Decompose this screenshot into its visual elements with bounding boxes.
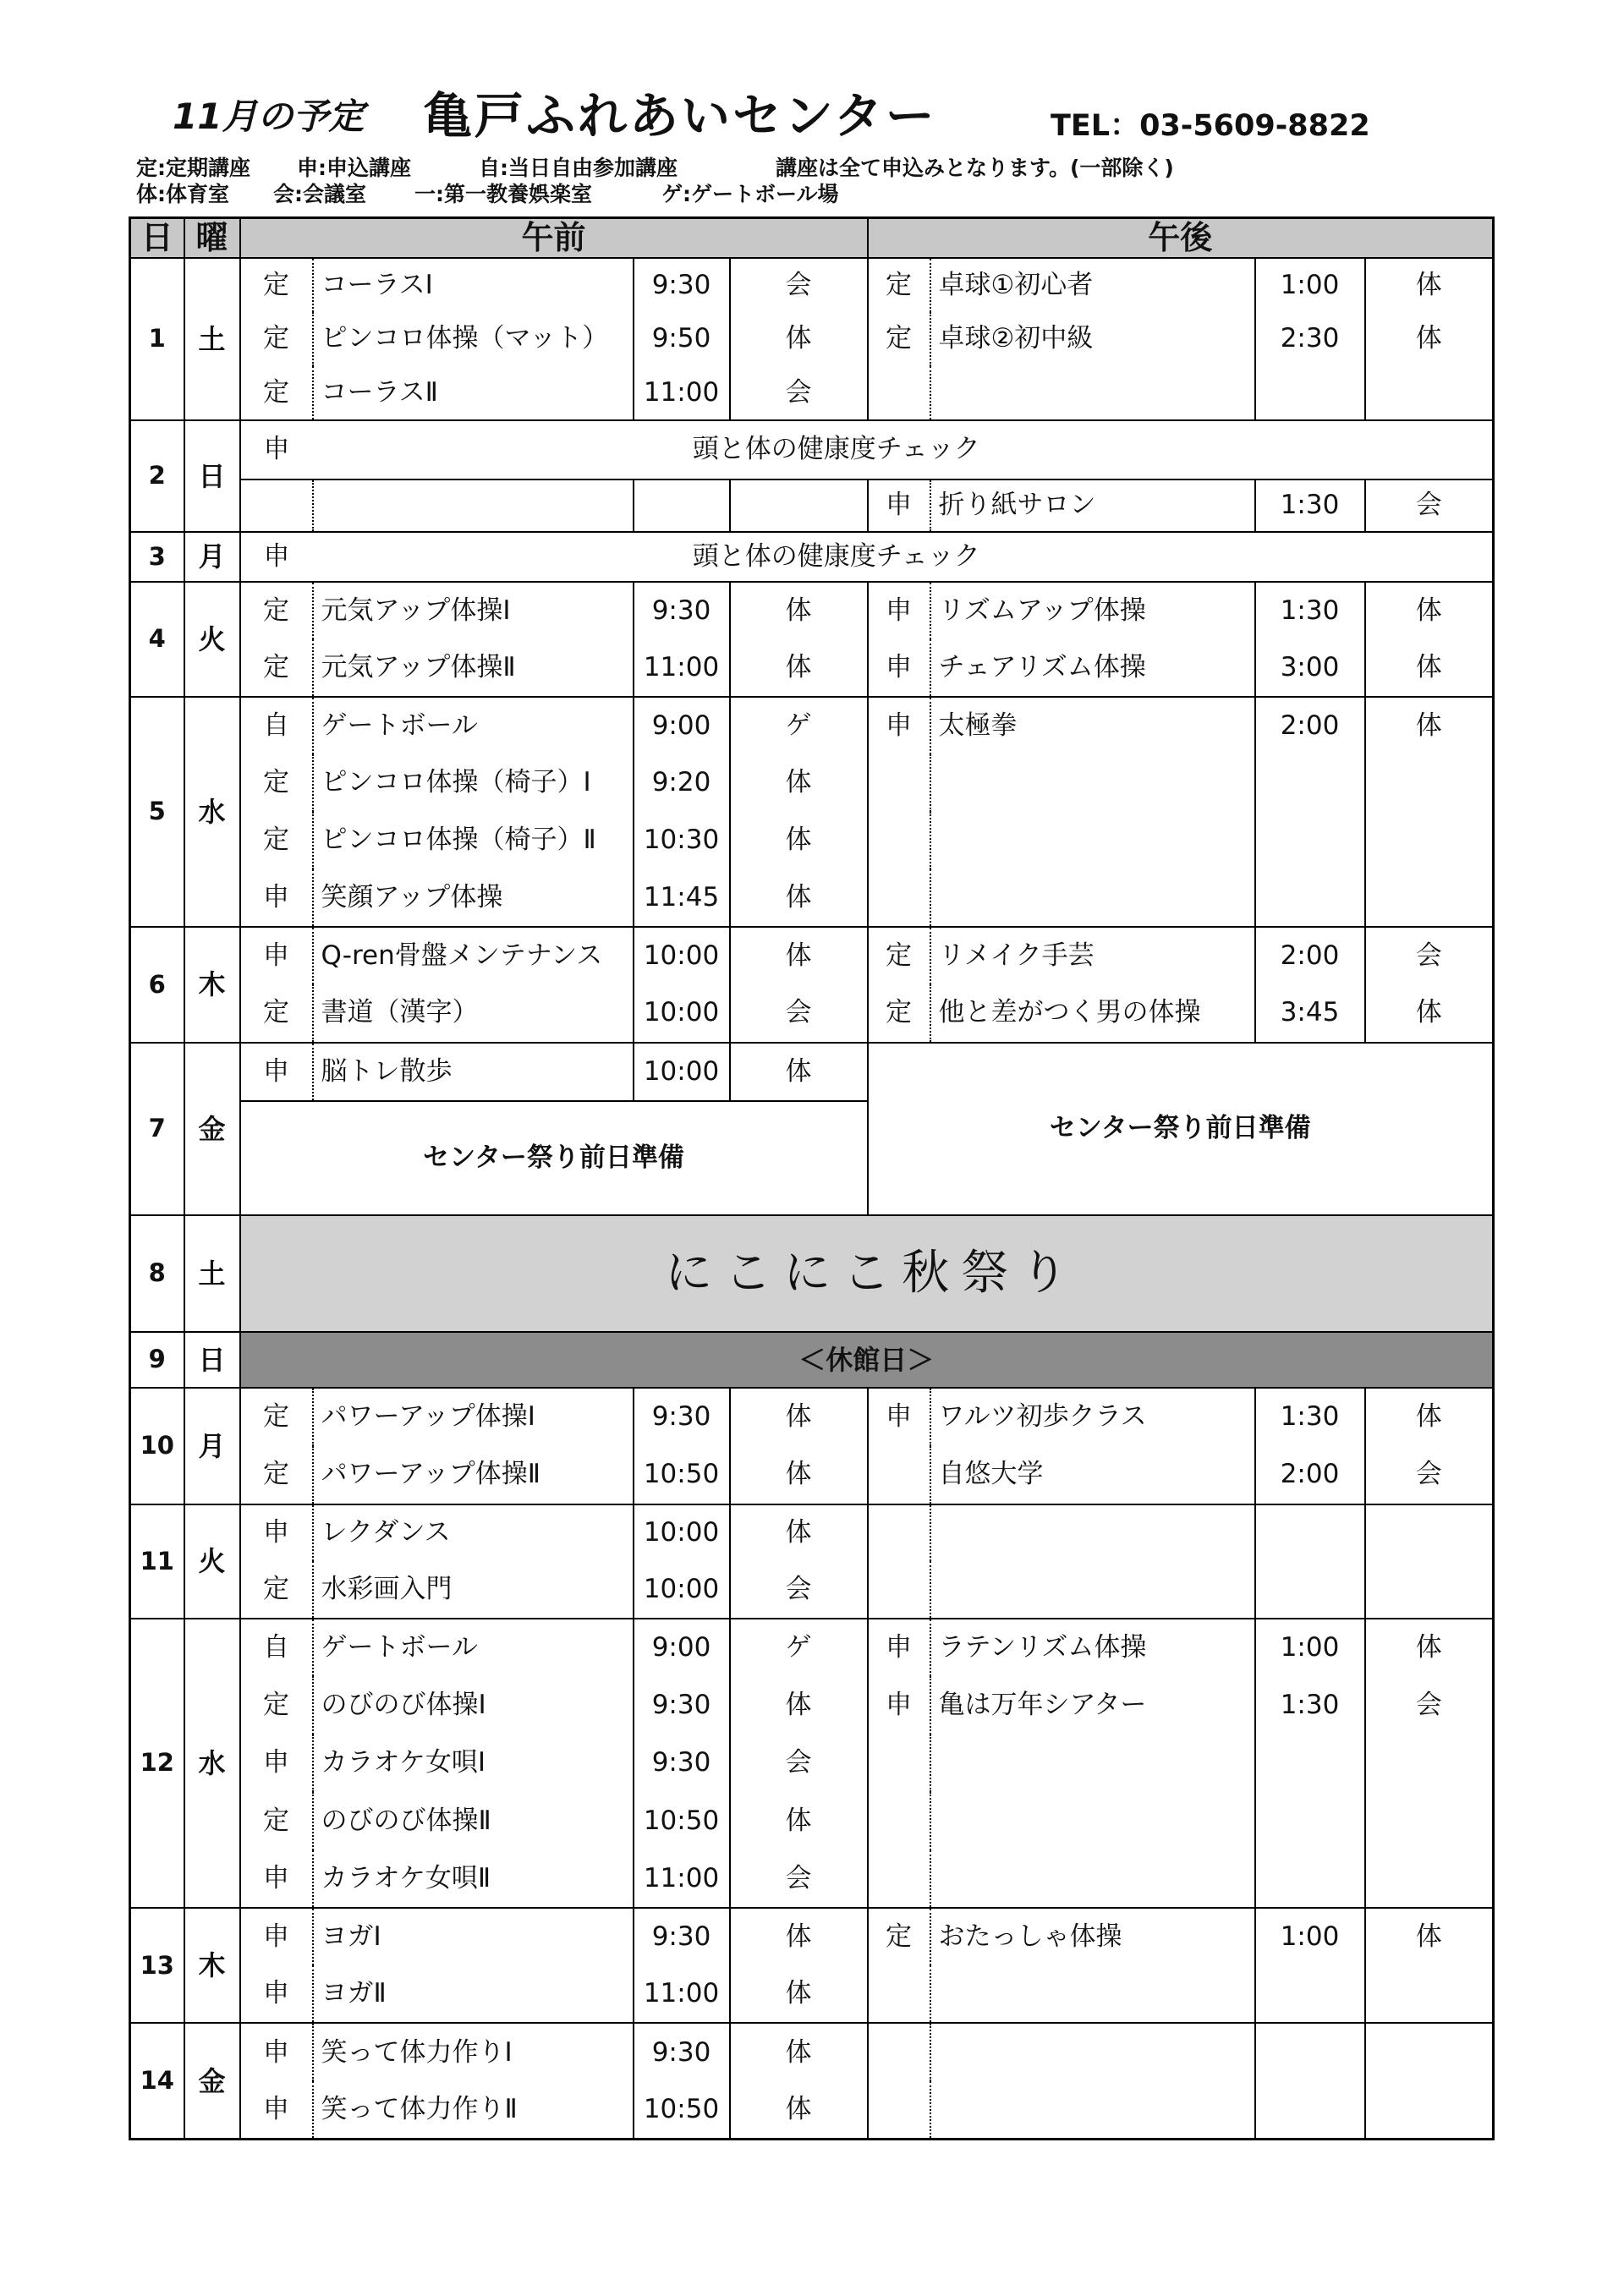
day-number: 4	[130, 582, 184, 697]
day-number: 5	[130, 697, 184, 927]
day-number: 14	[130, 2023, 184, 2139]
am-course-type: 申	[240, 1734, 313, 1793]
header-afternoon: 午後	[868, 218, 1494, 258]
weekday: 木	[184, 1908, 240, 2023]
notice-text: 頭と体の健康度チェック	[313, 420, 1494, 479]
schedule-header-row	[130, 218, 1494, 258]
schedule-line	[130, 1734, 1494, 1793]
schedule-line	[130, 754, 1494, 812]
pm-room	[1365, 754, 1494, 812]
schedule-line	[130, 2081, 1494, 2140]
am-course-type: 定	[240, 639, 313, 697]
pm-room: 会	[1365, 479, 1494, 532]
am-room: 体	[730, 812, 868, 869]
schedule-line	[130, 1446, 1494, 1504]
pm-course-type: 定	[868, 258, 930, 312]
pm-activity-name	[930, 1792, 1255, 1850]
pm-activity-name: チェアリズム体操	[930, 639, 1255, 697]
pm-start-time	[1255, 1561, 1365, 1619]
weekday: 木	[184, 927, 240, 1043]
pm-room	[1365, 1561, 1494, 1619]
am-room: 体	[730, 2023, 868, 2081]
center-name-title: 亀戸ふれあいセンター	[423, 87, 937, 145]
am-start-time: 11:00	[634, 1850, 730, 1909]
pm-room: 会	[1365, 1676, 1494, 1734]
am-start-time: 9:50	[634, 312, 730, 366]
day-number: 10	[130, 1388, 184, 1504]
am-start-time: 9:30	[634, 582, 730, 639]
am-room: 体	[730, 1676, 868, 1734]
pm-room: 体	[1365, 1619, 1494, 1677]
pm-activity-name	[930, 1850, 1255, 1909]
telephone-number: TEL：03-5609-8822	[1051, 109, 1370, 143]
pm-start-time	[1255, 754, 1365, 812]
weekday: 日	[184, 420, 240, 532]
am-room: 体	[730, 1043, 868, 1101]
am-course-type: 定	[240, 1676, 313, 1734]
pm-course-type	[868, 1792, 930, 1850]
festival-banner: にこにこ秋祭り	[240, 1215, 1494, 1332]
weekday: 土	[184, 258, 240, 420]
am-course-type: 申	[240, 869, 313, 927]
day-number: 9	[130, 1332, 184, 1388]
weekday: 土	[184, 1215, 240, 1332]
am-preparation-note: センター祭り前日準備	[240, 1101, 868, 1215]
am-start-time: 9:20	[634, 754, 730, 812]
pm-course-type: 定	[868, 1908, 930, 1965]
schedule-line	[130, 639, 1494, 697]
pm-activity-name: 折り紙サロン	[930, 479, 1255, 532]
pm-room	[1365, 1850, 1494, 1909]
am-course-type: 定	[240, 312, 313, 366]
pm-activity-name	[930, 366, 1255, 420]
day-number: 11	[130, 1504, 184, 1619]
pm-activity-name: 自悠大学	[930, 1446, 1255, 1504]
legend-application-course: 申:申込講座	[297, 156, 411, 180]
pm-course-type	[868, 1734, 930, 1793]
notice-course-type: 申	[240, 420, 313, 479]
schedule-line	[130, 1332, 1494, 1388]
am-course-type: 定	[240, 258, 313, 312]
am-course-type: 申	[240, 1908, 313, 1965]
pm-activity-name	[930, 2023, 1255, 2081]
pm-activity-name	[930, 1561, 1255, 1619]
pm-course-type: 定	[868, 984, 930, 1043]
day-number: 13	[130, 1908, 184, 2023]
weekday: 水	[184, 697, 240, 927]
pm-room: 会	[1365, 927, 1494, 985]
pm-room	[1365, 2023, 1494, 2081]
schedule-line	[130, 1676, 1494, 1734]
pm-room: 体	[1365, 984, 1494, 1043]
am-course-type: 申	[240, 1504, 313, 1562]
am-activity-name: コーラスⅠ	[313, 258, 634, 312]
am-start-time: 10:00	[634, 1504, 730, 1562]
am-start-time: 10:50	[634, 2081, 730, 2140]
pm-room: 会	[1365, 1446, 1494, 1504]
schedule-line	[130, 312, 1494, 366]
pm-activity-name	[930, 2081, 1255, 2140]
schedule-line	[130, 1215, 1494, 1332]
am-start-time: 11:00	[634, 1965, 730, 2023]
pm-room: 体	[1365, 582, 1494, 639]
weekday: 金	[184, 1043, 240, 1215]
pm-room	[1365, 812, 1494, 869]
am-course-type: 申	[240, 2081, 313, 2140]
day-number: 3	[130, 532, 184, 582]
am-course-type	[240, 479, 313, 532]
am-activity-name: 笑顔アップ体操	[313, 869, 634, 927]
day-number: 12	[130, 1619, 184, 1909]
pm-course-type: 申	[868, 639, 930, 697]
pm-course-type	[868, 812, 930, 869]
am-room: 体	[730, 754, 868, 812]
am-activity-name: ゲートボール	[313, 1619, 634, 1677]
pm-start-time: 1:30	[1255, 479, 1365, 532]
am-start-time: 9:30	[634, 1676, 730, 1734]
pm-course-type: 申	[868, 1676, 930, 1734]
legend-recreation-room: 一:第一教養娯楽室	[414, 182, 592, 206]
pm-course-type: 定	[868, 312, 930, 366]
am-room: 会	[730, 258, 868, 312]
pm-activity-name: リメイク手芸	[930, 927, 1255, 985]
pm-room	[1365, 366, 1494, 420]
am-activity-name: 笑って体力作りⅡ	[313, 2081, 634, 2140]
schedule-line	[130, 927, 1494, 985]
am-start-time: 9:30	[634, 1388, 730, 1446]
pm-room: 体	[1365, 639, 1494, 697]
am-room: 会	[730, 1734, 868, 1793]
legend-free-participation: 自:当日自由参加講座	[479, 156, 678, 180]
pm-start-time: 3:00	[1255, 639, 1365, 697]
pm-room: 体	[1365, 697, 1494, 754]
schedule-line	[130, 1908, 1494, 1965]
am-course-type: 自	[240, 1619, 313, 1677]
pm-room	[1365, 869, 1494, 927]
pm-room: 体	[1365, 1388, 1494, 1446]
am-start-time: 9:30	[634, 1908, 730, 1965]
am-room: 会	[730, 366, 868, 420]
am-activity-name	[313, 479, 634, 532]
schedule-line	[130, 1561, 1494, 1619]
am-room: 体	[730, 1446, 868, 1504]
am-course-type: 定	[240, 582, 313, 639]
header-morning: 午前	[240, 218, 868, 258]
schedule-line	[130, 2023, 1494, 2081]
pm-room	[1365, 1734, 1494, 1793]
weekday: 月	[184, 1388, 240, 1504]
am-course-type: 定	[240, 984, 313, 1043]
legend-meeting-room: 会:会議室	[273, 182, 366, 206]
am-room: 体	[730, 1504, 868, 1562]
pm-room	[1365, 2081, 1494, 2140]
pm-activity-name	[930, 1965, 1255, 2023]
am-room: 体	[730, 2081, 868, 2140]
pm-course-type: 申	[868, 1388, 930, 1446]
pm-room: 体	[1365, 1908, 1494, 1965]
am-course-type: 自	[240, 697, 313, 754]
pm-start-time: 1:30	[1255, 1388, 1365, 1446]
am-room: 体	[730, 1908, 868, 1965]
pm-activity-name: 卓球①初心者	[930, 258, 1255, 312]
pm-course-type	[868, 1850, 930, 1909]
pm-start-time	[1255, 2023, 1365, 2081]
am-activity-name: 脳トレ散歩	[313, 1043, 634, 1101]
pm-activity-name	[930, 812, 1255, 869]
am-room: 体	[730, 312, 868, 366]
pm-activity-name: 卓球②初中級	[930, 312, 1255, 366]
am-course-type: 申	[240, 2023, 313, 2081]
pm-start-time: 1:30	[1255, 1676, 1365, 1734]
am-start-time: 9:00	[634, 1619, 730, 1677]
pm-course-type	[868, 754, 930, 812]
schedule-line	[130, 1850, 1494, 1909]
am-activity-name: ヨガⅠ	[313, 1908, 634, 1965]
pm-activity-name: 他と差がつく男の体操	[930, 984, 1255, 1043]
header-weekday: 曜	[184, 218, 240, 258]
am-activity-name: ヨガⅡ	[313, 1965, 634, 2023]
pm-start-time	[1255, 812, 1365, 869]
legend-application-note: 講座は全て申込みとなります。(一部除く)	[776, 156, 1174, 180]
schedule-line	[130, 258, 1494, 312]
pm-course-type: 申	[868, 697, 930, 754]
am-start-time: 11:45	[634, 869, 730, 927]
am-room: 体	[730, 1792, 868, 1850]
schedule-line	[130, 984, 1494, 1043]
pm-room: 体	[1365, 312, 1494, 366]
am-course-type: 定	[240, 1446, 313, 1504]
pm-course-type	[868, 869, 930, 927]
day-number: 8	[130, 1215, 184, 1332]
am-room: ゲ	[730, 697, 868, 754]
pm-course-type: 申	[868, 582, 930, 639]
pm-room	[1365, 1965, 1494, 2023]
schedule-line	[130, 1965, 1494, 2023]
am-course-type: 申	[240, 1043, 313, 1101]
day-number: 7	[130, 1043, 184, 1215]
schedule-body	[130, 258, 1494, 2140]
notice-course-type: 申	[240, 532, 313, 582]
pm-activity-name	[930, 869, 1255, 927]
am-activity-name: パワーアップ体操Ⅰ	[313, 1388, 634, 1446]
pm-activity-name	[930, 754, 1255, 812]
am-start-time: 10:00	[634, 927, 730, 985]
am-room: 体	[730, 639, 868, 697]
pm-course-type	[868, 1446, 930, 1504]
schedule-line	[130, 697, 1494, 754]
schedule-line	[130, 1619, 1494, 1677]
am-activity-name: カラオケ女唄Ⅰ	[313, 1734, 634, 1793]
am-start-time: 11:00	[634, 366, 730, 420]
weekday: 火	[184, 1504, 240, 1619]
pm-room: 体	[1365, 258, 1494, 312]
pm-room	[1365, 1792, 1494, 1850]
am-activity-name: 元気アップ体操Ⅰ	[313, 582, 634, 639]
pm-start-time	[1255, 1504, 1365, 1562]
am-start-time: 10:00	[634, 984, 730, 1043]
pm-activity-name: リズムアップ体操	[930, 582, 1255, 639]
am-activity-name: 笑って体力作りⅠ	[313, 2023, 634, 2081]
schedule-line	[130, 479, 1494, 532]
am-activity-name: 書道（漢字）	[313, 984, 634, 1043]
header-day: 日	[130, 218, 184, 258]
am-room: 体	[730, 927, 868, 985]
pm-start-time	[1255, 2081, 1365, 2140]
pm-activity-name: ラテンリズム体操	[930, 1619, 1255, 1677]
notice-text: 頭と体の健康度チェック	[313, 532, 1494, 582]
pm-start-time: 2:00	[1255, 697, 1365, 754]
pm-start-time: 1:30	[1255, 582, 1365, 639]
am-activity-name: のびのび体操Ⅱ	[313, 1792, 634, 1850]
am-activity-name: のびのび体操Ⅰ	[313, 1676, 634, 1734]
pm-course-type	[868, 1504, 930, 1562]
am-start-time: 9:00	[634, 697, 730, 754]
closed-banner: ＜休館日＞	[240, 1332, 1494, 1388]
weekday: 日	[184, 1332, 240, 1388]
pm-start-time	[1255, 366, 1365, 420]
schedule-line	[130, 1792, 1494, 1850]
legend-gym-room: 体:体育室	[136, 182, 229, 206]
schedule-line	[130, 532, 1494, 582]
am-activity-name: ピンコロ体操（椅子）Ⅱ	[313, 812, 634, 869]
pm-course-type	[868, 1965, 930, 2023]
pm-start-time	[1255, 1734, 1365, 1793]
am-start-time: 10:50	[634, 1792, 730, 1850]
pm-course-type: 定	[868, 927, 930, 985]
am-room: 会	[730, 984, 868, 1043]
pm-preparation-note: センター祭り前日準備	[868, 1043, 1494, 1215]
am-room: 体	[730, 1388, 868, 1446]
am-start-time: 9:30	[634, 2023, 730, 2081]
am-activity-name: ゲートボール	[313, 697, 634, 754]
pm-start-time: 1:00	[1255, 258, 1365, 312]
am-start-time	[634, 479, 730, 532]
pm-activity-name: ワルツ初歩クラス	[930, 1388, 1255, 1446]
pm-course-type: 申	[868, 479, 930, 532]
pm-activity-name	[930, 1504, 1255, 1562]
pm-start-time: 3:45	[1255, 984, 1365, 1043]
pm-start-time: 2:30	[1255, 312, 1365, 366]
schedule-line	[130, 366, 1494, 420]
am-start-time: 9:30	[634, 1734, 730, 1793]
weekday: 月	[184, 532, 240, 582]
legend-regular-course: 定:定期講座	[136, 156, 250, 180]
pm-start-time: 2:00	[1255, 927, 1365, 985]
am-start-time: 11:00	[634, 639, 730, 697]
pm-start-time	[1255, 1965, 1365, 2023]
am-room: 会	[730, 1561, 868, 1619]
schedule-header	[130, 218, 1494, 258]
am-activity-name: カラオケ女唄Ⅱ	[313, 1850, 634, 1909]
am-room: 体	[730, 1965, 868, 2023]
pm-course-type	[868, 366, 930, 420]
pm-course-type	[868, 1561, 930, 1619]
am-activity-name: パワーアップ体操Ⅱ	[313, 1446, 634, 1504]
schedule-line	[130, 869, 1494, 927]
pm-start-time	[1255, 1850, 1365, 1909]
am-start-time: 10:30	[634, 812, 730, 869]
legend-gateball-field: ゲ:ゲートボール場	[661, 182, 839, 206]
schedule-line	[130, 420, 1494, 479]
am-course-type: 定	[240, 366, 313, 420]
am-room: ゲ	[730, 1619, 868, 1677]
pm-activity-name: 亀は万年シアター	[930, 1676, 1255, 1734]
pm-start-time	[1255, 869, 1365, 927]
am-course-type: 定	[240, 754, 313, 812]
am-course-type: 申	[240, 927, 313, 985]
weekday: 金	[184, 2023, 240, 2139]
am-start-time: 10:00	[634, 1043, 730, 1101]
am-activity-name: 水彩画入門	[313, 1561, 634, 1619]
am-room	[730, 479, 868, 532]
am-course-type: 定	[240, 1388, 313, 1446]
schedule-line	[130, 582, 1494, 639]
day-number: 6	[130, 927, 184, 1043]
am-course-type: 定	[240, 812, 313, 869]
am-course-type: 定	[240, 1561, 313, 1619]
weekday: 火	[184, 582, 240, 697]
day-number: 2	[130, 420, 184, 532]
month-plan-title: 11月の予定	[173, 96, 365, 137]
pm-activity-name	[930, 1734, 1255, 1793]
pm-start-time: 2:00	[1255, 1446, 1365, 1504]
pm-start-time: 1:00	[1255, 1619, 1365, 1677]
pm-activity-name: 太極拳	[930, 697, 1255, 754]
am-activity-name: Q-ren骨盤メンテナンス	[313, 927, 634, 985]
pm-start-time	[1255, 1792, 1365, 1850]
schedule-line	[130, 812, 1494, 869]
schedule-line	[130, 1504, 1494, 1562]
am-activity-name: 元気アップ体操Ⅱ	[313, 639, 634, 697]
pm-room	[1365, 1504, 1494, 1562]
weekday: 水	[184, 1619, 240, 1909]
am-start-time: 10:50	[634, 1446, 730, 1504]
schedule-line	[130, 1388, 1494, 1446]
pm-course-type: 申	[868, 1619, 930, 1677]
am-activity-name: ピンコロ体操（マット）	[313, 312, 634, 366]
schedule-line	[130, 1043, 1494, 1101]
am-room: 体	[730, 869, 868, 927]
day-number: 1	[130, 258, 184, 420]
am-start-time: 10:00	[634, 1561, 730, 1619]
schedule-table	[129, 216, 1495, 2140]
am-activity-name: ピンコロ体操（椅子）Ⅰ	[313, 754, 634, 812]
pm-course-type	[868, 2081, 930, 2140]
am-course-type: 申	[240, 1850, 313, 1909]
pm-start-time: 1:00	[1255, 1908, 1365, 1965]
am-course-type: 申	[240, 1965, 313, 2023]
am-course-type: 定	[240, 1792, 313, 1850]
am-room: 会	[730, 1850, 868, 1909]
am-activity-name: レクダンス	[313, 1504, 634, 1562]
pm-course-type	[868, 2023, 930, 2081]
am-room: 体	[730, 582, 868, 639]
pm-activity-name: おたっしゃ体操	[930, 1908, 1255, 1965]
am-start-time: 9:30	[634, 258, 730, 312]
am-activity-name: コーラスⅡ	[313, 366, 634, 420]
